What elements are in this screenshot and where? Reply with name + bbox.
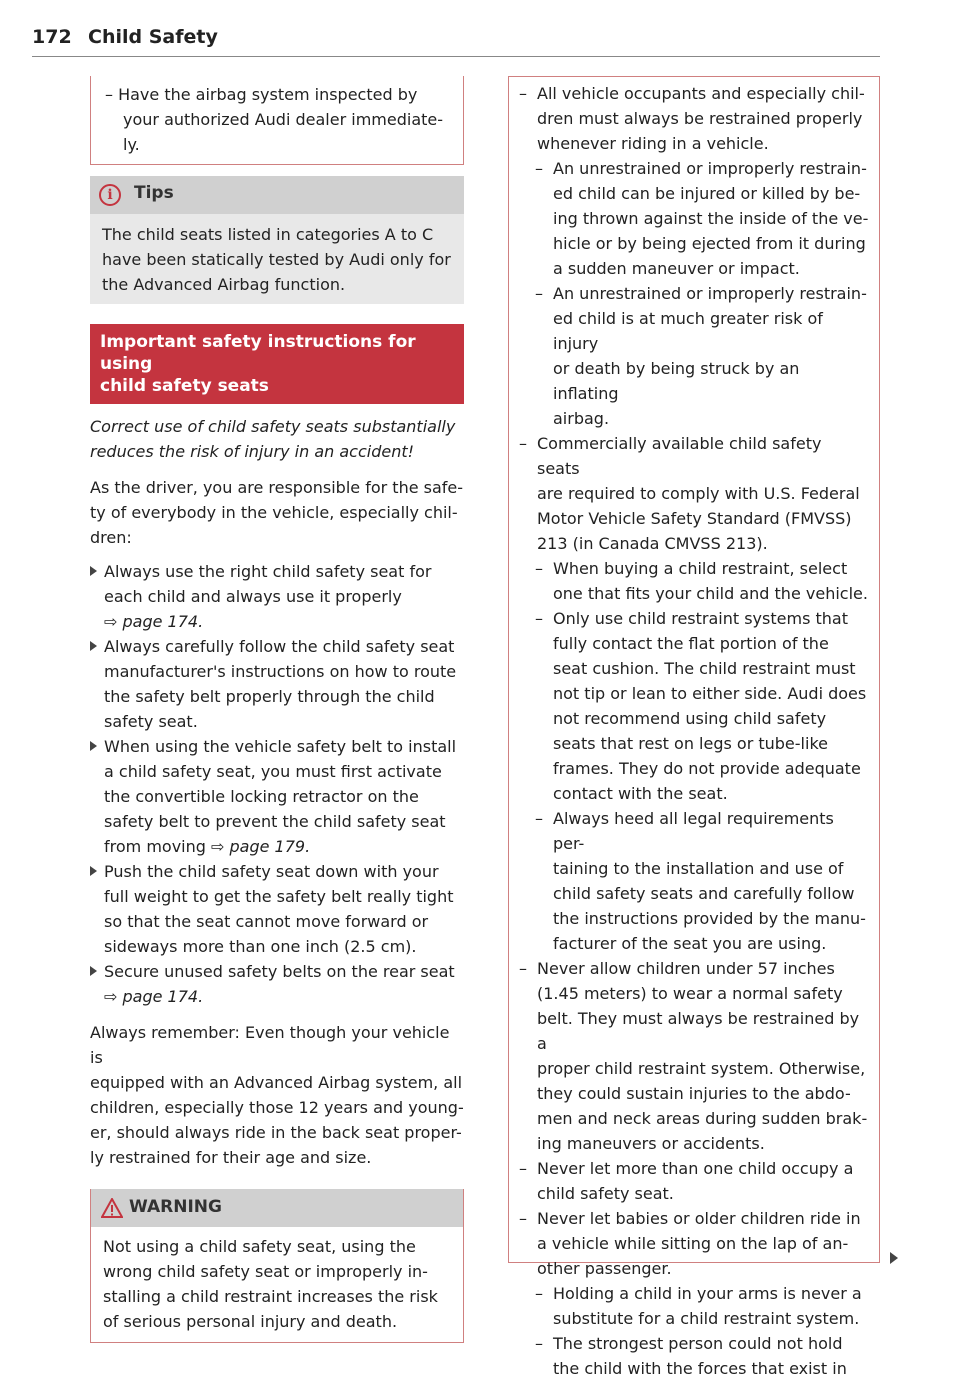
text-line: hicle or by being ejected from it during: [553, 234, 866, 253]
text-line: seats that rest on legs or tube-like: [553, 734, 828, 753]
text-line: seat cushion. The child restraint must: [553, 659, 856, 678]
text-line: wrong child safety seat or improperly in-: [103, 1262, 428, 1281]
text-line: other passenger.: [537, 1259, 672, 1278]
text-line: Motor Vehicle Safety Standard (FMVSS): [537, 509, 852, 528]
instruction-step: [90, 634, 464, 734]
section-heading: [90, 324, 464, 404]
text-line: a child safety seat, you must first activate: [104, 762, 442, 781]
text-line: each child and always use it properly: [104, 587, 402, 606]
text-line: [104, 834, 464, 859]
text-line: ly.: [123, 135, 140, 154]
text-line: have been statically tested by Audi only for: [102, 250, 451, 269]
warning-title: WARNING: [129, 1197, 222, 1217]
text-line: The strongest person could not hold: [553, 1334, 843, 1353]
dash-bullet: –: [535, 809, 543, 828]
text-line: substitute for a child restraint system.: [553, 1309, 860, 1328]
text-line: dren must always be restrained properly: [537, 109, 863, 128]
text-line: full weight to get the safety belt really tight: [104, 887, 454, 906]
page-number: 172: [32, 26, 72, 48]
list-item: [519, 1156, 869, 1206]
section-title: Child Safety: [88, 26, 218, 48]
text-line: stalling a child restraint increases the risk: [103, 1287, 438, 1306]
text-line: All vehicle occupants and especially chil-: [537, 84, 865, 103]
page-reference-link[interactable]: ⇨ page 174.: [104, 612, 204, 631]
dash-bullet: –: [519, 434, 527, 453]
text-line: a vehicle while sitting on the lap of an-: [537, 1234, 849, 1253]
text-line: manufacturer's instructions on how to route: [104, 662, 457, 681]
text-line: Not using a child safety seat, using the: [103, 1237, 416, 1256]
text-line: 213 (in Canada CMVSS 213).: [537, 534, 768, 553]
tips-header: [90, 176, 464, 214]
heading-line: child safety seats: [100, 376, 269, 396]
text-line: child safety seats and carefully follow: [553, 884, 855, 903]
continued-arrow-icon: [890, 1252, 898, 1264]
warning-body: [91, 1227, 463, 1342]
list-item: [519, 81, 869, 156]
text-line: ing maneuvers or accidents.: [537, 1134, 765, 1153]
heading-line: Important safety instructions for using: [100, 332, 416, 374]
text-line: children, especially those 12 years and young-: [90, 1098, 464, 1117]
instruction-step: [90, 959, 464, 1009]
dash-bullet: –: [535, 284, 543, 303]
dash-bullet: –: [535, 1284, 543, 1303]
intro-text: [90, 414, 464, 464]
dash-bullet: –: [519, 1209, 527, 1228]
text-line: Always use the right child safety seat for: [104, 562, 432, 581]
text-line: sideways more than one inch (2.5 cm).: [104, 937, 417, 956]
step-arrow-icon: [90, 566, 97, 576]
page-reference-link[interactable]: ⇨ page 174.: [104, 987, 204, 1006]
text-line: Commercially available child safety seats: [537, 434, 822, 478]
text-line: the Advanced Airbag function.: [102, 275, 346, 294]
text-line: facturer of the seat you are using.: [553, 934, 827, 953]
text-line: ly restrained for their age and size.: [90, 1148, 372, 1167]
dash-bullet: –: [519, 959, 527, 978]
tips-title: Tips: [134, 183, 174, 203]
dash-bullet: –: [535, 609, 543, 628]
text-line: not recommend using child safety: [553, 709, 827, 728]
text-line: they could sustain injuries to the abdo-: [537, 1084, 851, 1103]
text-line: er, should always ride in the back seat proper-: [90, 1123, 462, 1142]
driver-responsibility-paragraph: [90, 475, 464, 550]
text-line: Correct use of child safety seats substantially: [90, 417, 456, 436]
text-line: Only use child restraint systems that: [553, 609, 848, 628]
dash-bullet: –: [535, 159, 543, 178]
text-line: safety belt to prevent the child safety seat: [104, 812, 446, 831]
text-line: ed child is at much greater risk of injury: [553, 309, 823, 353]
text-line: frames. They do not provide adequate: [553, 759, 861, 778]
text-line: airbag.: [553, 409, 610, 428]
text-line: An unrestrained or improperly restrain-: [553, 284, 867, 303]
instruction-step: [90, 859, 464, 959]
text-line: fully contact the flat portion of the: [553, 634, 829, 653]
warning-triangle-icon: [101, 1198, 123, 1218]
right-column: [508, 76, 880, 1378]
dash-bullet: –: [519, 84, 527, 103]
step-arrow-icon: [90, 741, 97, 751]
text-line: whenever riding in a vehicle.: [537, 134, 769, 153]
dash-bullet: –: [519, 1159, 527, 1178]
text-line: equipped with an Advanced Airbag system, all: [90, 1073, 463, 1092]
info-icon: i: [99, 184, 121, 206]
text-line: When using the vehicle safety belt to install: [104, 737, 457, 756]
instruction-steps: [90, 559, 464, 1009]
text-line: As the driver, you are responsible for the safe-: [90, 478, 464, 497]
text-line: An unrestrained or improperly restrain-: [553, 159, 867, 178]
list-item: [519, 956, 869, 1156]
left-column: [90, 76, 464, 1343]
text-line: When buying a child restraint, select: [553, 559, 848, 578]
text-line: Holding a child in your arms is never a: [553, 1284, 862, 1303]
list-item: [519, 1206, 869, 1281]
text-line: Never let more than one child occupy a: [537, 1159, 854, 1178]
text-line: – Have the airbag system inspected by: [105, 85, 418, 104]
airbag-inspection-box: [90, 76, 464, 165]
step-arrow-icon: [90, 966, 97, 976]
text-line: safety seat.: [104, 712, 198, 731]
text-line: the safety belt properly through the child: [104, 687, 435, 706]
text-line: ing thrown against the inside of the ve-: [553, 209, 869, 228]
text-line: one that fits your child and the vehicle.: [553, 584, 868, 603]
tips-box: [90, 176, 464, 304]
step-arrow-icon: [90, 641, 97, 651]
instruction-step: [90, 559, 464, 634]
text-fragment: from moving: [104, 837, 211, 856]
tips-body: [90, 214, 464, 304]
text-line: Always carefully follow the child safety seat: [104, 637, 455, 656]
text-line: Always remember: Even though your vehicle is: [90, 1023, 450, 1067]
list-item: [519, 431, 869, 556]
text-line: ty of everybody in the vehicle, especially chil-: [90, 503, 458, 522]
list-item: [535, 556, 869, 606]
text-line: the child with the forces that exist in: [553, 1359, 847, 1378]
text-line: taining to the installation and use of: [553, 859, 844, 878]
text-line: child safety seat.: [537, 1184, 674, 1203]
text-line: or death by being struck by an inflating: [553, 359, 800, 403]
text-line: dren:: [90, 528, 132, 547]
list-item: [535, 806, 869, 956]
warning-continuation-box: [508, 76, 880, 1378]
text-line: ed child can be injured or killed by be-: [553, 184, 861, 203]
text-line: the convertible locking retractor on the: [104, 787, 419, 806]
text-line: Never let babies or older children ride in: [537, 1209, 861, 1228]
text-line: The child seats listed in categories A to C: [102, 225, 434, 244]
page-reference-link[interactable]: ⇨ page 179.: [211, 837, 311, 856]
step-arrow-icon: [90, 866, 97, 876]
text-line: so that the seat cannot move forward or: [104, 912, 429, 931]
text-line: the instructions provided by the manu-: [553, 909, 866, 928]
text-line: your authorized Audi dealer immediate-: [123, 110, 444, 129]
list-item: [535, 1281, 869, 1331]
list-item: [535, 606, 869, 806]
text-line: men and neck areas during sudden brak-: [537, 1109, 868, 1128]
text-line: Push the child safety seat down with your: [104, 862, 439, 881]
text-line: belt. They must always be restrained by a: [537, 1009, 860, 1053]
text-line: contact with the seat.: [553, 784, 728, 803]
text-line: (1.45 meters) to wear a normal safety: [537, 984, 843, 1003]
always-remember-paragraph: [90, 1020, 464, 1170]
list-item: [535, 1331, 869, 1381]
text-line: Always heed all legal requirements per-: [553, 809, 834, 853]
text-line: a sudden maneuver or impact.: [553, 259, 800, 278]
text-line: proper child restraint system. Otherwise,: [537, 1059, 866, 1078]
dash-bullet: –: [535, 1334, 543, 1353]
text-line: of serious personal injury and death.: [103, 1312, 398, 1331]
warning-header: [91, 1189, 463, 1227]
text-line: reduces the risk of injury in an accident!: [90, 442, 415, 461]
dash-bullet: –: [535, 559, 543, 578]
list-item: [535, 281, 869, 431]
text-line: Secure unused safety belts on the rear seat: [104, 962, 455, 981]
page-header: [32, 22, 880, 57]
warning-box: [90, 1189, 464, 1343]
text-line: not tip or lean to either side. Audi does: [553, 684, 867, 703]
instruction-step: [90, 734, 464, 859]
text-line: Never allow children under 57 inches: [537, 959, 835, 978]
list-item: [535, 156, 869, 281]
text-line: are required to comply with U.S. Federal: [537, 484, 860, 503]
